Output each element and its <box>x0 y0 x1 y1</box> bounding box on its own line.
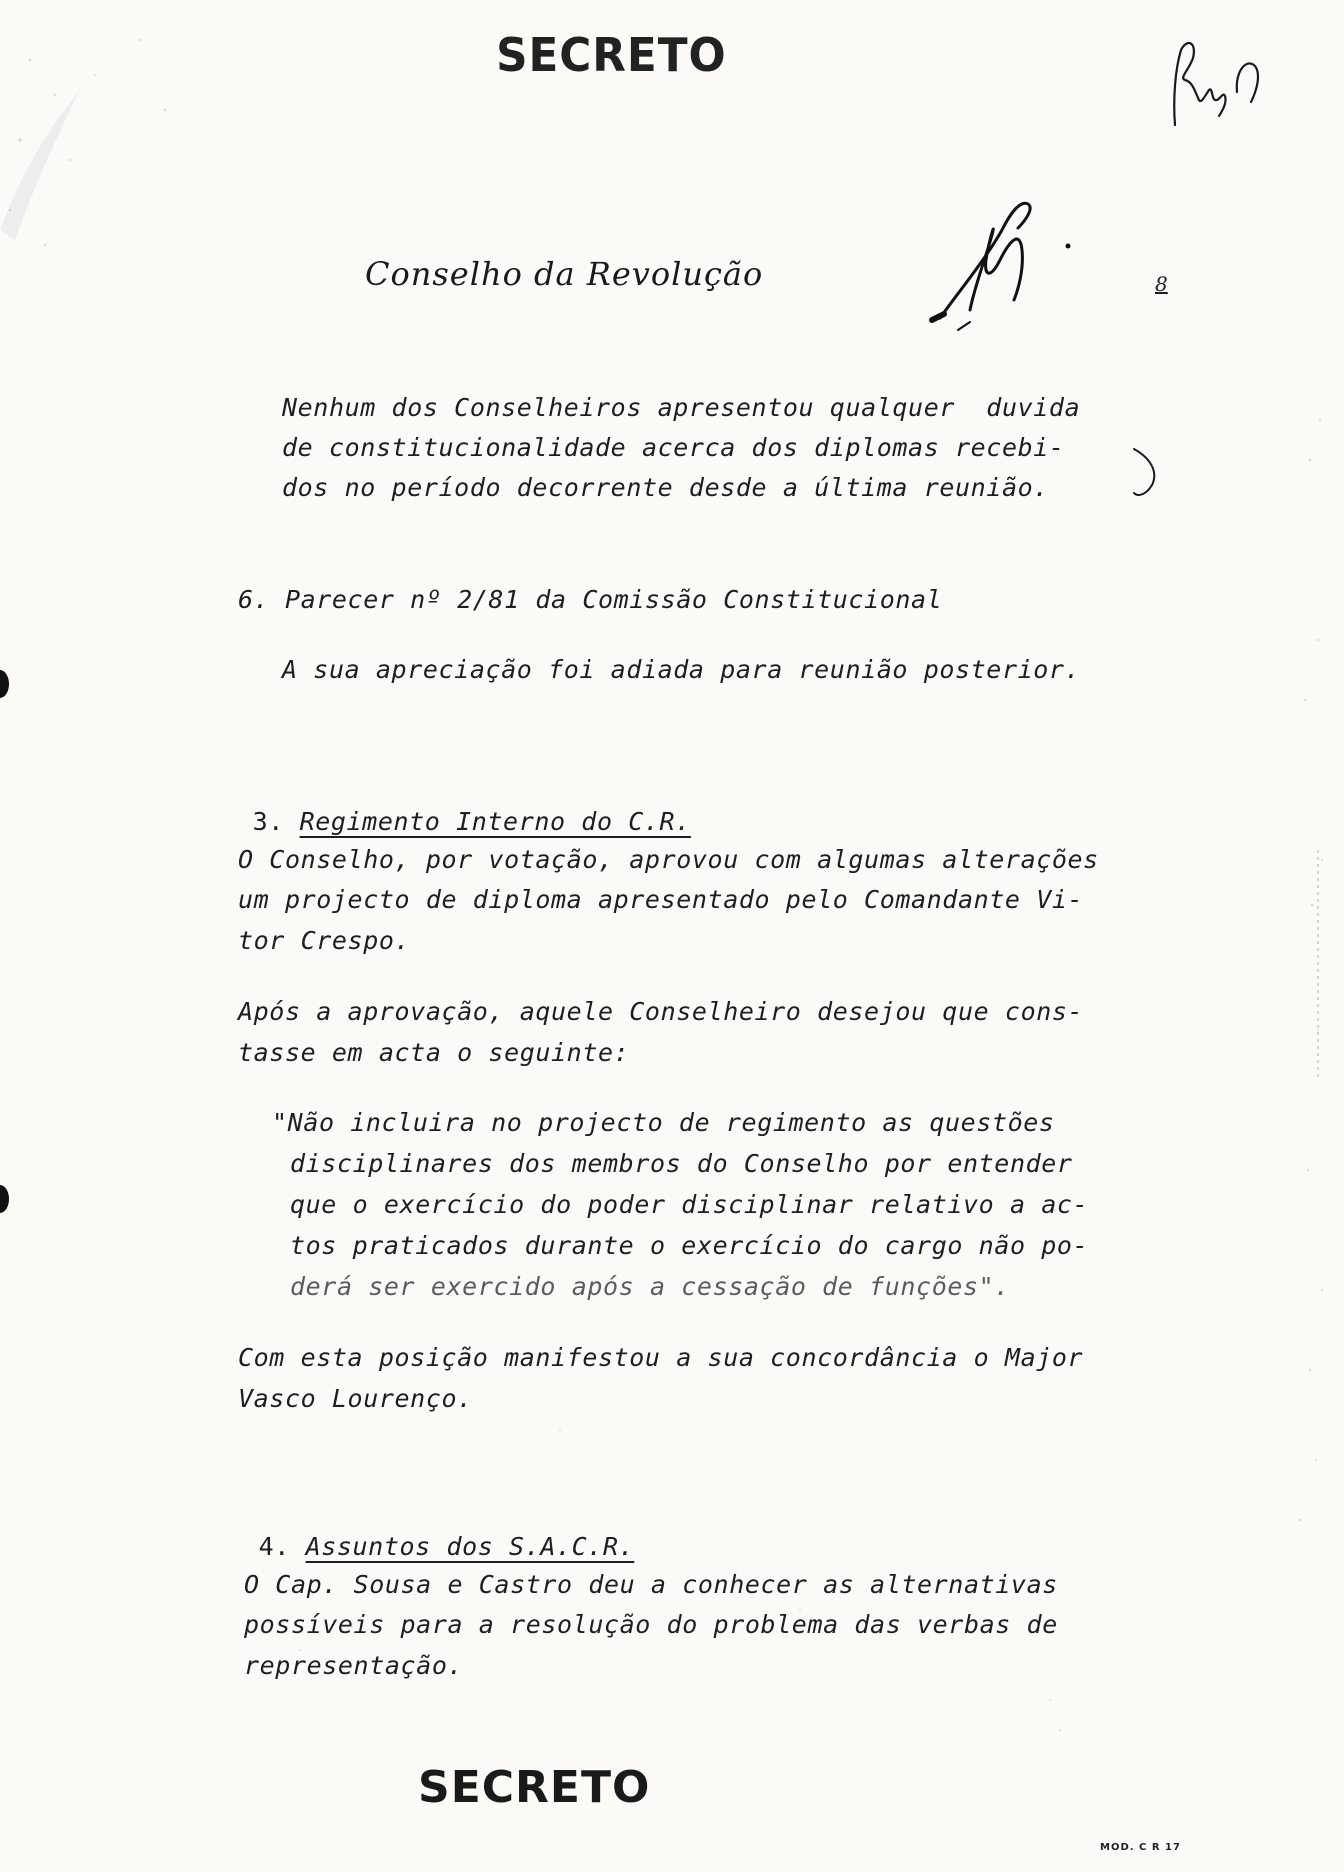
quote-line: derá ser exercido após a cessação de funções". <box>290 1272 1010 1301</box>
paragraph-line: dos no período decorrente desde a última reunião. <box>282 473 1049 502</box>
paragraph-line: O Conselho, por votação, aprovou com algumas alterações <box>238 845 1099 874</box>
paragraph-line: um projecto de diploma apresentado pelo Comandante Vi- <box>238 885 1084 914</box>
paragraph-line: Com esta posição manifestou a sua concordância o Major <box>238 1343 1084 1372</box>
classification-stamp-bottom: SECRETO <box>418 1762 651 1813</box>
punch-hole-bottom <box>0 1185 9 1213</box>
paragraph-line: representação. <box>244 1651 464 1680</box>
form-code: MOD. C R 17 <box>1100 1842 1181 1853</box>
signature-icon <box>930 190 1090 335</box>
classification-stamp-top: SECRETO <box>496 28 727 82</box>
paragraph-line: Nenhum dos Conselheiros apresentou qualquer duvida <box>282 393 1081 422</box>
letterhead-title: Conselho da Revolução <box>365 255 764 293</box>
handwritten-initials-icon <box>1165 30 1275 140</box>
paragraph-line: possíveis para a resolução do problema das verbas de <box>244 1610 1058 1639</box>
section-3-number: 3. <box>252 807 284 836</box>
margin-bracket-icon <box>1130 445 1160 501</box>
punch-hole-top <box>0 670 9 698</box>
paragraph-line: Após a aprovação, aquele Conselheiro desejou que cons- <box>238 997 1084 1026</box>
page-number: 8 <box>1155 272 1168 296</box>
quote-line: que o exercício do poder disciplinar relativo a ac- <box>290 1190 1089 1219</box>
section-4-title: Assuntos dos S.A.C.R. <box>305 1532 635 1561</box>
paragraph-line: tasse em acta o seguinte: <box>238 1038 630 1067</box>
section-4-number: 4. <box>258 1532 290 1561</box>
paragraph-line: de constitucionalidade acerca dos diplomas recebi- <box>282 433 1065 462</box>
paragraph-line: Vasco Lourenço. <box>238 1384 473 1413</box>
quote-line: "Não incluira no projecto de regimento as questões <box>272 1108 1055 1137</box>
quote-line: disciplinares dos membros do Conselho por entender <box>290 1149 1073 1178</box>
item-6-text: A sua apreciação foi adiada para reunião posterior. <box>282 655 1081 684</box>
quote-line: tos praticados durante o exercício do cargo não po- <box>290 1231 1089 1260</box>
paragraph-line: tor Crespo. <box>238 926 411 955</box>
item-6-heading: 6. Parecer nº 2/81 da Comissão Constitucional <box>238 585 943 614</box>
section-3-title: Regimento Interno do C.R. <box>299 807 691 836</box>
paragraph-line: O Cap. Sousa e Castro deu a conhecer as alternativas <box>244 1570 1058 1599</box>
